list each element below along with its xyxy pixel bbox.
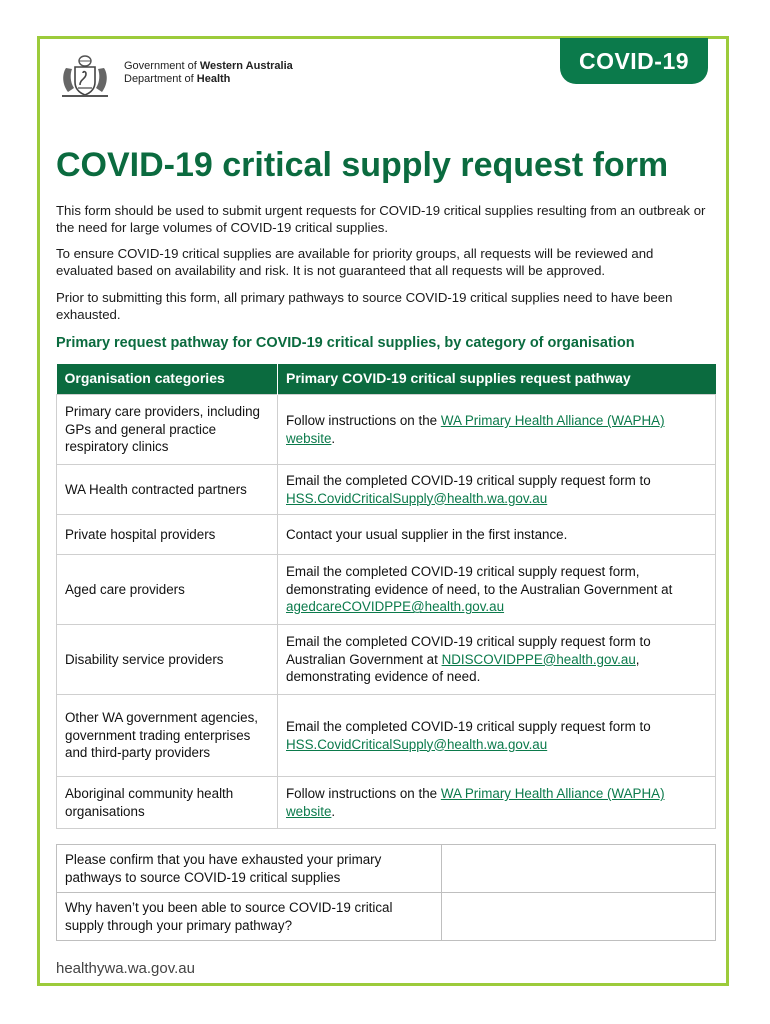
- table-row: [57, 395, 716, 465]
- category-cell: Other WA government agencies, government trading enterprises and third-party providers: [57, 695, 278, 777]
- hss-email-link[interactable]: HSS.CovidCriticalSupply@health.wa.gov.au: [286, 736, 548, 752]
- confirm-row: [57, 845, 716, 893]
- intro-paragraph-2: To ensure COVID-19 critical supplies are available for priority groups, all requests will be reviewed and evaluated based on availability and risk. It is not guaranteed that all requests will be approved.: [56, 246, 654, 278]
- category-cell: Aboriginal community health organisations: [57, 777, 278, 829]
- agedcare-email-link[interactable]: agedcareCOVIDPPE@health.gov.au: [286, 599, 505, 615]
- table-row: [57, 695, 716, 777]
- pathway-table: [56, 364, 716, 829]
- confirm-answer-field[interactable]: [442, 845, 716, 893]
- table-heading: Primary request pathway for COVID-19 critical supplies, by category of organisation: [56, 335, 635, 351]
- wapha-website-link[interactable]: WA Primary Health Alliance (WAPHA) website: [286, 413, 665, 446]
- page-title: COVID-19 critical supply request form: [56, 146, 669, 184]
- covid-19-tab: COVID-19: [560, 38, 708, 84]
- pathway-cell: Email the completed COVID-19 critical supply request form to HSS.CovidCriticalSupply@health.wa.gov.au: [278, 465, 716, 515]
- pathway-cell: Follow instructions on the WA Primary Health Alliance (WAPHA) website.: [278, 777, 716, 829]
- wa-coat-of-arms-icon: [56, 52, 114, 100]
- pathway-cell: Contact your usual supplier in the first instance.: [278, 515, 716, 555]
- table-header-row: [57, 364, 716, 395]
- confirmation-table: [56, 844, 716, 941]
- ndis-email-link[interactable]: NDISCOVIDPPE@health.gov.au: [441, 651, 636, 667]
- category-cell: WA Health contracted partners: [57, 465, 278, 515]
- category-cell: Disability service providers: [57, 625, 278, 695]
- confirm-question: Why haven’t you been able to source COVID-19 critical supply through your primary pathway?: [57, 893, 442, 941]
- hss-email-link[interactable]: HSS.CovidCriticalSupply@health.wa.gov.au: [286, 490, 548, 506]
- table-row: [57, 515, 716, 555]
- category-cell: Aged care providers: [57, 555, 278, 625]
- confirm-row: [57, 893, 716, 941]
- confirm-question: Please confirm that you have exhausted your primary pathways to source COVID-19 critical supplies: [57, 845, 442, 893]
- column-header-categories: Organisation categories: [57, 364, 278, 395]
- intro-paragraph-1: This form should be used to submit urgent requests for COVID-19 critical supplies resulting from an outbreak or the need for large volumes of COVID-19 critical supplies.: [56, 203, 706, 235]
- intro-paragraph-3: Prior to submitting this form, all primary pathways to source COVID-19 critical supplies need to have been exhausted.: [56, 290, 673, 322]
- wapha-website-link[interactable]: WA Primary Health Alliance (WAPHA) website: [286, 786, 665, 819]
- category-cell: Primary care providers, including GPs and general practice respiratory clinics: [57, 395, 278, 465]
- table-row: [57, 777, 716, 829]
- pathway-cell: Email the completed COVID-19 critical supply request form, demonstrating evidence of need, to the Australian Government at agedcareCOVIDPPE@health.gov.au: [278, 555, 716, 625]
- confirm-answer-field[interactable]: [442, 893, 716, 941]
- footer-url[interactable]: healthywa.wa.gov.au: [56, 960, 195, 977]
- table-row: [57, 625, 716, 695]
- pathway-cell: Email the completed COVID-19 critical supply request form to HSS.CovidCriticalSupply@health.wa.gov.au: [278, 695, 716, 777]
- pathway-cell: Follow instructions on the WA Primary Health Alliance (WAPHA) website.: [278, 395, 716, 465]
- table-row: [57, 465, 716, 515]
- category-cell: Private hospital providers: [57, 515, 278, 555]
- pathway-cell: Email the completed COVID-19 critical supply request form to Australian Government at NDISCOVIDPPE@health.gov.au, demonstrating evidence of need.: [278, 625, 716, 695]
- government-label: Government of Western Australia Department of Health: [124, 60, 293, 85]
- table-row: [57, 555, 716, 625]
- column-header-pathway: Primary COVID-19 critical supplies request pathway: [278, 364, 716, 395]
